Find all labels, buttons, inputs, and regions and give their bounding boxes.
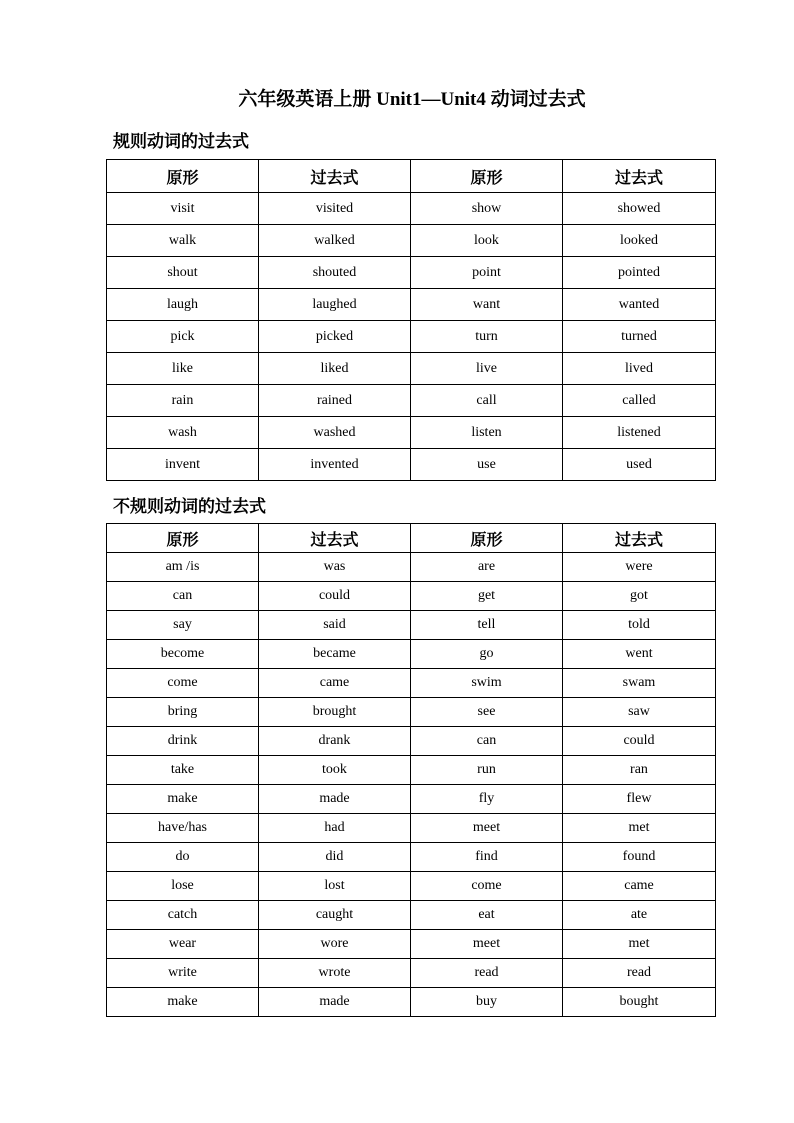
table-row [107, 289, 716, 321]
past-tense-cell: drank [259, 727, 411, 756]
past-tense-cell: visited [259, 193, 411, 225]
base-form-cell: read [411, 959, 563, 988]
past-tense-cell: made [259, 988, 411, 1017]
column-header-past-tense: 过去式 [563, 160, 716, 193]
base-form-cell: swim [411, 669, 563, 698]
past-tense-cell: saw [563, 698, 716, 727]
past-tense-cell: could [563, 727, 716, 756]
past-tense-cell: invented [259, 449, 411, 481]
base-form-cell: say [107, 611, 259, 640]
regular-verbs-heading: 规则动词的过去式 [113, 132, 249, 151]
base-form-cell: become [107, 640, 259, 669]
past-tense-cell: used [563, 449, 716, 481]
table-header-row [107, 524, 716, 553]
past-tense-cell: said [259, 611, 411, 640]
past-tense-cell: were [563, 553, 716, 582]
table-row [107, 872, 716, 901]
irregular-verbs-body [107, 553, 716, 1017]
past-tense-cell: did [259, 843, 411, 872]
column-header-past-tense: 过去式 [259, 524, 411, 553]
base-form-cell: can [411, 727, 563, 756]
regular-verbs-body [107, 193, 716, 481]
column-header-base-form: 原形 [411, 160, 563, 193]
column-header-base-form: 原形 [107, 160, 259, 193]
column-header-past-tense: 过去式 [563, 524, 716, 553]
past-tense-cell: got [563, 582, 716, 611]
table-row [107, 257, 716, 289]
base-form-cell: turn [411, 321, 563, 353]
base-form-cell: come [411, 872, 563, 901]
base-form-cell: run [411, 756, 563, 785]
table-row [107, 901, 716, 930]
past-tense-cell: walked [259, 225, 411, 257]
past-tense-cell: told [563, 611, 716, 640]
past-tense-cell: lived [563, 353, 716, 385]
past-tense-cell: looked [563, 225, 716, 257]
table-row [107, 843, 716, 872]
past-tense-cell: rained [259, 385, 411, 417]
base-form-cell: point [411, 257, 563, 289]
base-form-cell: rain [107, 385, 259, 417]
base-form-cell: meet [411, 814, 563, 843]
base-form-cell: want [411, 289, 563, 321]
base-form-cell: listen [411, 417, 563, 449]
base-form-cell: eat [411, 901, 563, 930]
past-tense-cell: met [563, 814, 716, 843]
base-form-cell: wear [107, 930, 259, 959]
table-row [107, 959, 716, 988]
past-tense-cell: liked [259, 353, 411, 385]
base-form-cell: am /is [107, 553, 259, 582]
base-form-cell: walk [107, 225, 259, 257]
table-row [107, 756, 716, 785]
past-tense-cell: ran [563, 756, 716, 785]
table-row [107, 611, 716, 640]
table-header-row [107, 160, 716, 193]
column-header-past-tense: 过去式 [259, 160, 411, 193]
irregular-verbs-table [106, 523, 716, 1017]
base-form-cell: visit [107, 193, 259, 225]
base-form-cell: bring [107, 698, 259, 727]
table-row [107, 698, 716, 727]
base-form-cell: find [411, 843, 563, 872]
base-form-cell: lose [107, 872, 259, 901]
base-form-cell: are [411, 553, 563, 582]
table-row [107, 193, 716, 225]
past-tense-cell: wrote [259, 959, 411, 988]
past-tense-cell: brought [259, 698, 411, 727]
past-tense-cell: read [563, 959, 716, 988]
table-row [107, 785, 716, 814]
base-form-cell: drink [107, 727, 259, 756]
past-tense-cell: came [563, 872, 716, 901]
table-row [107, 669, 716, 698]
past-tense-cell: listened [563, 417, 716, 449]
base-form-cell: call [411, 385, 563, 417]
base-form-cell: buy [411, 988, 563, 1017]
base-form-cell: see [411, 698, 563, 727]
table-row [107, 553, 716, 582]
base-form-cell: pick [107, 321, 259, 353]
base-form-cell: do [107, 843, 259, 872]
base-form-cell: meet [411, 930, 563, 959]
past-tense-cell: washed [259, 417, 411, 449]
base-form-cell: fly [411, 785, 563, 814]
past-tense-cell: ate [563, 901, 716, 930]
past-tense-cell: became [259, 640, 411, 669]
base-form-cell: like [107, 353, 259, 385]
past-tense-cell: turned [563, 321, 716, 353]
past-tense-cell: pointed [563, 257, 716, 289]
base-form-cell: shout [107, 257, 259, 289]
base-form-cell: tell [411, 611, 563, 640]
past-tense-cell: bought [563, 988, 716, 1017]
table-row [107, 321, 716, 353]
table-row [107, 582, 716, 611]
base-form-cell: make [107, 785, 259, 814]
past-tense-cell: picked [259, 321, 411, 353]
base-form-cell: write [107, 959, 259, 988]
table-row [107, 988, 716, 1017]
past-tense-cell: wore [259, 930, 411, 959]
base-form-cell: laugh [107, 289, 259, 321]
base-form-cell: invent [107, 449, 259, 481]
past-tense-cell: found [563, 843, 716, 872]
column-header-base-form: 原形 [107, 524, 259, 553]
base-form-cell: have/has [107, 814, 259, 843]
past-tense-cell: came [259, 669, 411, 698]
table-row [107, 930, 716, 959]
past-tense-cell: caught [259, 901, 411, 930]
base-form-cell: show [411, 193, 563, 225]
base-form-cell: wash [107, 417, 259, 449]
base-form-cell: can [107, 582, 259, 611]
base-form-cell: look [411, 225, 563, 257]
past-tense-cell: met [563, 930, 716, 959]
past-tense-cell: showed [563, 193, 716, 225]
past-tense-cell: took [259, 756, 411, 785]
past-tense-cell: was [259, 553, 411, 582]
past-tense-cell: wanted [563, 289, 716, 321]
base-form-cell: go [411, 640, 563, 669]
base-form-cell: use [411, 449, 563, 481]
regular-verbs-table [106, 159, 716, 481]
irregular-verbs-heading: 不规则动词的过去式 [113, 497, 266, 516]
base-form-cell: live [411, 353, 563, 385]
table-row [107, 640, 716, 669]
base-form-cell: get [411, 582, 563, 611]
past-tense-cell: had [259, 814, 411, 843]
base-form-cell: take [107, 756, 259, 785]
table-row [107, 385, 716, 417]
table-row [107, 449, 716, 481]
base-form-cell: catch [107, 901, 259, 930]
base-form-cell: come [107, 669, 259, 698]
past-tense-cell: called [563, 385, 716, 417]
past-tense-cell: went [563, 640, 716, 669]
table-row [107, 353, 716, 385]
past-tense-cell: shouted [259, 257, 411, 289]
table-row [107, 727, 716, 756]
past-tense-cell: swam [563, 669, 716, 698]
table-row [107, 225, 716, 257]
past-tense-cell: flew [563, 785, 716, 814]
page-title: 六年级英语上册 Unit1—Unit4 动词过去式 [238, 89, 586, 110]
base-form-cell: make [107, 988, 259, 1017]
past-tense-cell: lost [259, 872, 411, 901]
past-tense-cell: could [259, 582, 411, 611]
column-header-base-form: 原形 [411, 524, 563, 553]
table-row [107, 814, 716, 843]
past-tense-cell: laughed [259, 289, 411, 321]
table-row [107, 417, 716, 449]
past-tense-cell: made [259, 785, 411, 814]
